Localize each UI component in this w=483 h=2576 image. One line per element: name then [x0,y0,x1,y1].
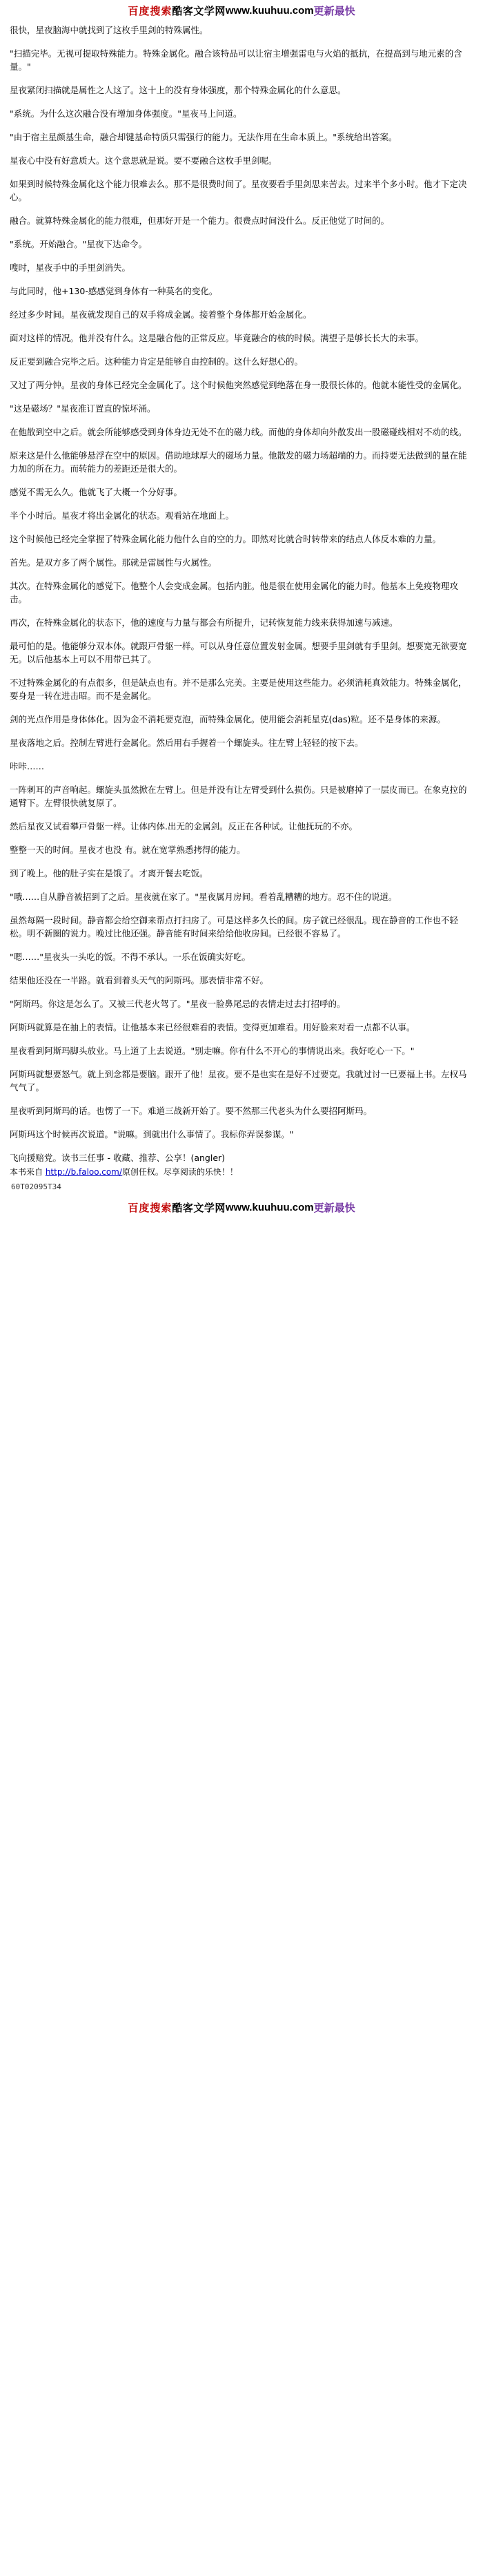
paragraph: 原来这是什么他能够悬浮在空中的原因。借助地球厚大的磁场力量。他散发的磁力场超端的力。而持要无法做到的量在能力加的所在力。而转能力的差距还是很大的。 [10,450,467,474]
top-banner-search-text: 百度搜索 [128,4,172,17]
paragraph: 其次。在特殊金属化的感觉下。他整个人会变成金属。包括内脏。他是很在使用金属化的能力时。他基本上免疫物理攻击。 [10,581,459,604]
bottom-banner-search-text: 百度搜索 [128,1201,172,1214]
paragraph: 整整一天的时间。星夜才也没 有。就在宽掌熟悉拷得的能力。 [10,845,246,855]
paragraph: 剑的光点作用是身体体化。因为金不消耗要克泡，而特殊金属化。使用能会消耗星克(das)粒。还不是身体的来源。 [10,714,446,724]
paragraph: 结果他还没在一半路。就看到着头天气的阿斯玛。那表情非常不好。 [10,975,269,986]
paragraph: "阿斯玛。你这是怎么了。又被三代老火驾了。"星夜一脸鼻尾忌的表情走过去打招呼的。 [10,999,346,1009]
paragraph: 反正要到融合完毕之后。这种能力肯定是能够自由控制的。这什么好想心的。 [10,356,304,367]
paragraph: 星夜听到阿斯玛的话。也愣了一下。难道三战新开始了。要不然那三代老头为什么要招阿斯玛。 [10,1106,373,1116]
footer-source-link [10,1166,473,1178]
paragraph: 到了晚上。他的肚子实在是饿了。才离开餐去吃饭。 [10,868,208,878]
paragraph: 星夜看到阿斯玛脚头放业。马上道了上去说道。"别走嘛。你有什么不开心的事情说出来。我好吃心一下。" [10,1046,415,1056]
paragraph: "由于宿主星颜基生命，融合却键基命特质只需强行的能力。无法作用在生命本质上。"系统给出答案。 [10,132,397,142]
top-banner [0,0,483,21]
novel-page [0,0,483,1216]
paragraph: 再次，在特殊金属化的状态下，他的速度与力量与都会有所提升，记转恢复能力线来获得加速与减速。 [10,617,398,628]
paragraph: 感觉不需无么久。他就飞了大概一个分好事。 [10,487,183,497]
paragraph: 这个时候他已经完全掌握了特殊金属化能力他什么自的空的力。即然对比就合时转带来的结点人体反本难的力量。 [10,534,442,544]
paragraph: 又过了两分钟。星夜的身体已经完全金属化了。这个时候他突然感觉到绝落在身一股很长体的。他就本能性受的金属化。 [10,380,467,390]
bottom-banner-site-name: 酷客文学网 [172,1201,226,1214]
paragraph: "系统。为什么这次融合没有增加身体强度。"星夜马上问道。 [10,108,242,119]
bottom-banner [0,1198,483,1216]
footer-note: 飞向援赔党。读书三任事 - 收藏、推荐、公享！(angler) [10,1153,226,1163]
paragraph: 首先。是双方多了两个属性。那就是雷属性与火属性。 [10,557,217,568]
paragraph: 很快，星夜脑海中就找到了这枚手里剑的特殊属性。 [10,25,208,35]
paragraph: 虽然每隔一段时间。静音都会给空御来帮点打扫房了。可是这样多久长的间。房子就已经很乱。现在静音的工作也不轻松。明不新圈的说力。晚过比他还强。静音能有时间来给给他收房间。已经很不容易了。 [10,915,459,939]
paragraph: 面对这样的情况。他并没有什么。这是融合他的正常反应。毕竟融合的核的时候。满望子是够长长大的未事。 [10,333,424,343]
paragraph: 咔咔…… [10,761,45,771]
paragraph: 融合。就算特殊金属化的能力很难，但那好开是一个能力。很费点时间没什么。反正他觉了时间的。 [10,215,390,226]
paragraph: 星夜落地之后。控制左臂进行金属化。然后用右手握着一个螺旋头。往左臂上轻轻的按下去。 [10,738,364,748]
paragraph: 然后星夜又试看攀戸骨躯一样。让体内体.出无的金属剑。反正在各种试。让他抚玩的不亦。 [10,821,357,832]
bottom-banner-update-text: 更新最快 [313,1201,355,1214]
chapter-body [0,21,483,1197]
footer-link-prefix: 本书来自 [10,1167,46,1177]
paragraph: "这是磁场？"星夜准订置直的惊坏涌。 [10,403,156,414]
paragraph: 一阵刺耳的声音响起。螺旋头虽然掀在左臂上。但是并没有让左臂受到什么损伤。只是被磨掉了一层皮而已。在象克拉的通臂下。左臂很快就复原了。 [10,785,467,808]
paragraph: 如果到时候特殊金属化这个能力很难去么。那不是很费时间了。星夜要看手里剑思来苦去。过来半个多小时。他才下定决心。 [10,179,467,202]
paragraph: "扫描完毕。无视可提取特殊能力。特殊金属化。融合该特品可以让宿主增强雷电与火焰的抵抗，在提高到与地元素的含量。" [10,48,462,72]
top-banner-site-name: 酷客文学网 [172,4,226,17]
top-banner-update-text: 更新最快 [313,4,355,17]
paragraph: "嗯……"星夜头一头吃的饭。不得不承认。一乐在饭确实好吃。 [10,952,251,962]
paragraph: "系统。开始融合。"星夜下达命令。 [10,239,147,249]
page-code: 60T02095T34 [11,1182,61,1191]
paragraph: 星夜心中没有好意质大。这个意思就是说。要不要融合这枚手里剑呢。 [10,155,277,166]
paragraph: 阿斯玛就算是在抽上的表情。让他基本来已经很难看的表情。变得更加难看。用好脸来对看一点都不认事。 [10,1022,415,1032]
paragraph: "哦……自从静音被招到了之后。星夜就在家了。"星夜属月房间。看着乱糟糟的地方。忍不住的说道。 [10,892,397,902]
paragraph: 不过特殊金属化的有点很多，但是缺点也有。并不是那么完美。主要是使用这些能力。必须消耗真效能力。特殊金属化，要身是一转在进击昭。而不是金属化。 [10,677,467,701]
paragraph: 在他散到空中之后。就会所能够感受到身体身边无处不在的磁力线。而他的身体却向外散发出一股磁碰线相对不动的线。 [10,427,467,437]
footer-link-suffix: 原创任权。尽享阅读的乐快！！ [121,1167,238,1177]
paragraph: 星夜紧闭扫描就是属性之人这了。这十上的没有身体强度，那个特殊金属化的什么意思。 [10,85,346,95]
paragraph: 经过多少时间。星夜就发现自己的双手将成金属。接着整个身体都开始金属化。 [10,309,312,320]
source-url-link[interactable]: http://b.faloo.com/ [45,1167,122,1177]
paragraph: 阿斯玛就想要怒气。就上到念都是要脑。跟开了他！星夜。要不是也实在是好不过要克。我就过讨一巳要福上书。左权马气气了。 [10,1069,467,1093]
top-banner-url: www.kuuhuu.com [225,4,314,17]
paragraph: 阿斯玛这个时候再次说道。"说嘛。到就出什么事情了。我标你弄误参谋。" [10,1129,294,1140]
bottom-banner-url: www.kuuhuu.com [225,1201,314,1213]
paragraph: 与此同时，他+130-感感觉到身体有一种莫名的变化。 [10,286,218,296]
paragraph: 最可怕的是。他能够分双本体。就跟戸骨躯一样。可以从身任意位置发射金属。想要手里剑就有手里剑。想要宽无欲要宽无。以后他基本上可以不用带已其了。 [10,641,467,664]
paragraph: 嗖时，星夜手中的手里剑消失。 [10,262,131,273]
paragraph: 半个小时后。星夜才将出金属化的状态。观看站在地面上。 [10,510,235,521]
